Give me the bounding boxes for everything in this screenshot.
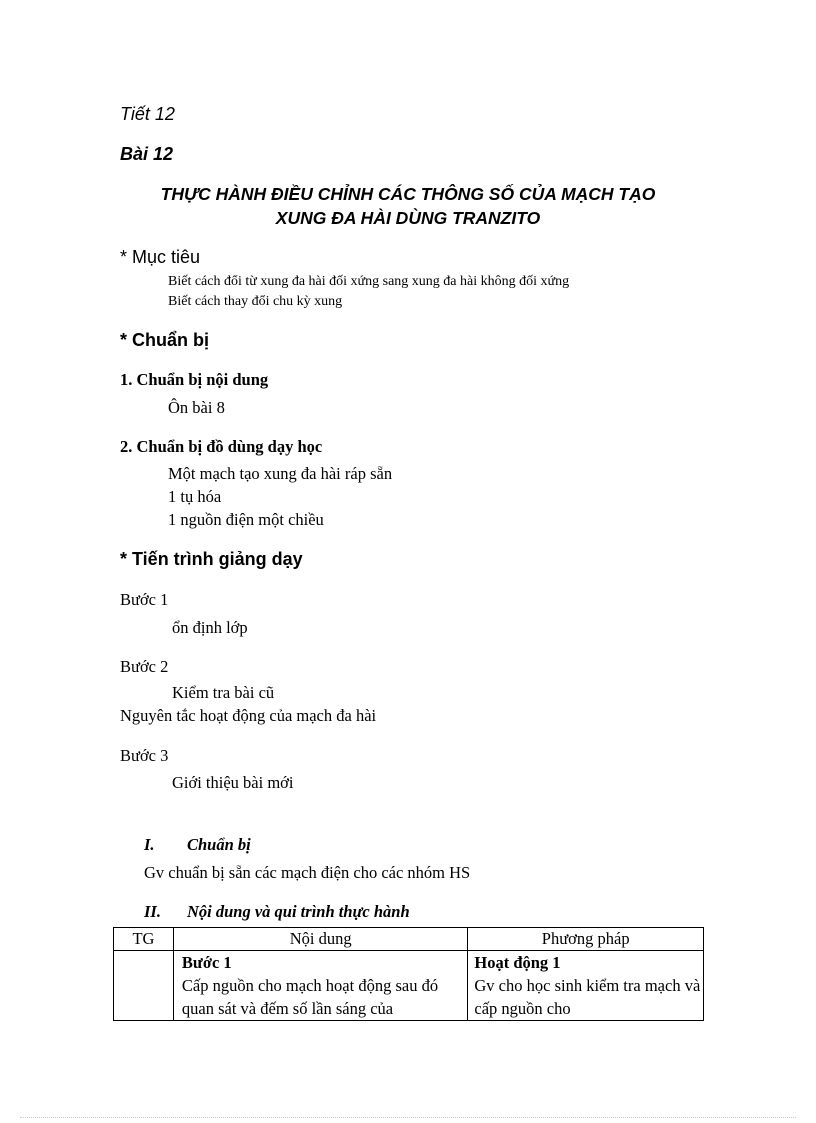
materials-item: Một mạch tạo xung đa hài ráp sẵn (168, 464, 393, 483)
step-2-question: Nguyên tắc hoạt động của mạch đa hài (120, 706, 377, 725)
cell-time (114, 951, 174, 1021)
cell-method-body: Gv cho học sinh kiểm tra mạch và cấp nguồn cho (474, 976, 701, 1018)
cell-content-heading: Bước 1 (181, 953, 232, 972)
objective-item: Biết cách đổi từ xung đa hài đối xứng sang xung đa hài không đối xứng (168, 274, 570, 289)
title-line-1: THỰC HÀNH ĐIỀU CHỈNH CÁC THÔNG SỐ CỦA MẠCH TẠO (160, 184, 656, 204)
content-prep-item: Ôn bài 8 (168, 398, 225, 417)
section-1-text: Gv chuẩn bị sẵn các mạch điện cho các nhóm HS (144, 863, 471, 882)
step-2-text: Kiểm tra bài cũ (172, 683, 275, 702)
section-2-heading: Nội dung và qui trình thực hành (187, 902, 410, 921)
column-header-time: TG (114, 928, 174, 951)
preparation-heading: * Chuẩn bị (120, 330, 209, 350)
process-heading: * Tiến trình giảng dạy (120, 549, 303, 569)
section-1-heading: Chuẩn bị (187, 835, 251, 854)
title-line-2: XUNG ĐA HÀI DÙNG TRANZITO (275, 208, 541, 228)
cell-content-body: Cấp nguồn cho mạch hoạt động sau đó quan sát và đếm số lần sáng của (181, 976, 439, 1018)
materials-item: 1 nguồn điện một chiều (168, 510, 324, 529)
step-2-label: Bước 2 (120, 657, 169, 676)
content-prep-heading: 1. Chuẩn bị nội dung (120, 370, 269, 389)
column-header-method: Phương pháp (468, 928, 704, 951)
materials-item: 1 tụ hóa (168, 487, 222, 506)
page-bottom-divider (20, 1117, 796, 1118)
step-1-label: Bước 1 (120, 590, 169, 609)
step-3-label: Bước 3 (120, 746, 169, 765)
section-1-numeral: I. (144, 835, 155, 854)
unit-number: Bài 12 (120, 144, 174, 164)
materials-heading: 2. Chuẩn bị đồ dùng dạy học (120, 437, 323, 456)
objective-item: Biết cách thay đổi chu kỳ xung (168, 294, 343, 309)
lesson-number: Tiết 12 (120, 104, 175, 124)
objectives-heading: * Mục tiêu (120, 247, 201, 267)
table-header-row (114, 928, 704, 951)
cell-content (173, 951, 467, 1021)
step-1-text: ổn định lớp (172, 618, 248, 637)
lesson-plan-table (113, 927, 704, 1021)
table-row (114, 951, 704, 1021)
column-header-content: Nội dung (173, 928, 467, 951)
section-2-numeral: II. (144, 902, 161, 921)
cell-method-heading: Hoạt động 1 (474, 953, 561, 972)
cell-method (468, 951, 704, 1021)
step-3-text: Giới thiệu bài mới (172, 773, 294, 792)
